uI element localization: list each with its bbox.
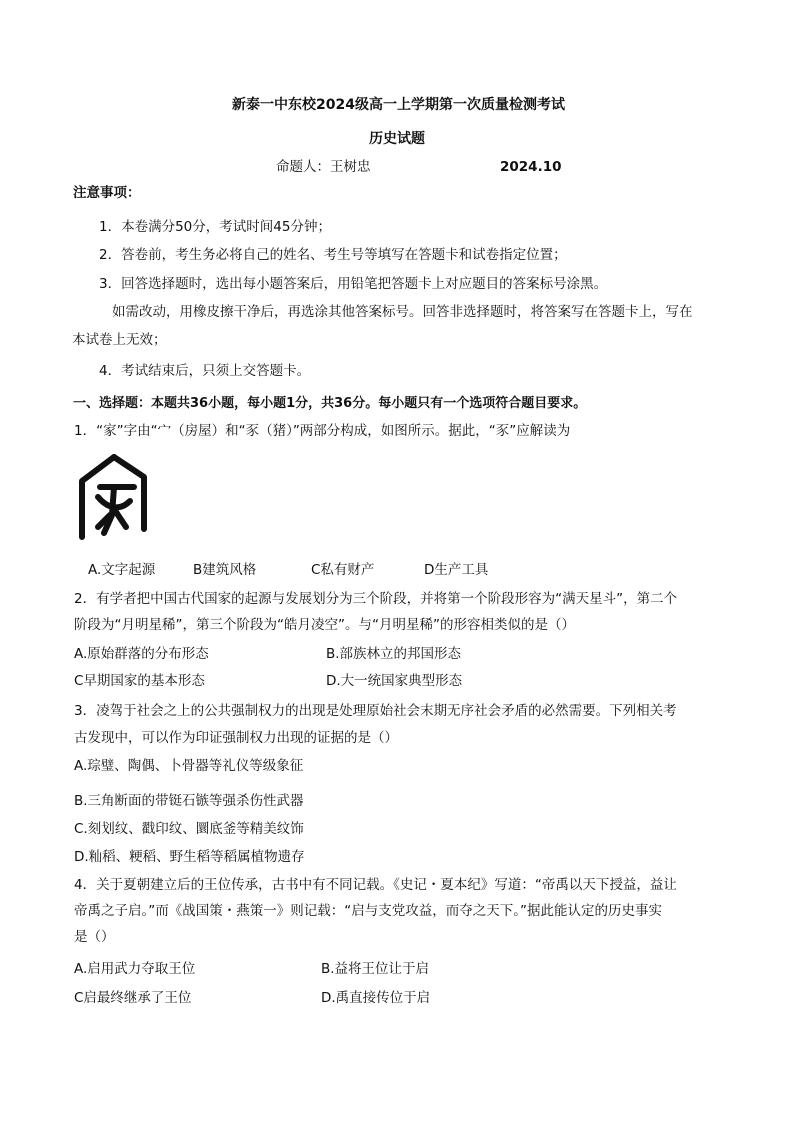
q1-option-d: D生产工具 [424,562,489,578]
q3-option-b: B.三角断面的带铤石镞等强杀伤性武器 [74,793,304,809]
subject-title: 历史试题 [369,131,425,147]
notes-item-1: 1．本卷满分50分，考试时间45分钟； [99,219,331,235]
notes-item-2: 2．答卷前，考生务必将自己的姓名、考生号等填写在答题卡和试卷指定位置； [99,247,567,263]
question-4-stem-1: 4．关于夏朝建立后的王位传承，古书中有不同记载。《史记・夏本纪》写道：“帝禹以天下授益，益让 [74,877,677,893]
q3-option-c: C.刻划纹、戳印纹、圜底釜等精美纹饰 [74,821,304,837]
question-3-stem-2: 古发现中，可以作为印证强制权力出现的证据的是（） [74,730,398,746]
notes-item-4: 4．考试结束后，只须上交答题卡。 [99,363,311,379]
q2-option-a: A.原始群落的分布形态 [74,646,209,662]
q4-option-d: D.禹直接传位于启 [321,990,431,1006]
q2-option-b: B.部族林立的邦国形态 [326,646,462,662]
notes-item-3a: 3．回答选择题时，选出每小题答案后，用铅笔把答题卡上对应题目的答案标号涂黑。 [99,276,608,292]
q1-option-b: B建筑风格 [193,562,257,578]
exam-date: 2024.10 [500,159,562,175]
q3-option-a: A.琮璧、陶偶、卜骨器等礼仪等级象征 [74,758,304,774]
exam-title: 新泰一中东校2024级高一上学期第一次质量检测考试 [232,97,565,113]
author-line: 命题人：王树忠 [276,159,371,175]
question-4-stem-3: 是（） [74,929,115,945]
section-heading: 一、选择题：本题共36小题，每小题1分，共36分。每小题只有一个选项符合题目要求。 [73,396,587,411]
q2-option-d: D.大一统国家典型形态 [326,673,463,689]
q1-option-c: C私有财产 [311,562,375,578]
notes-item-3b: 如需改动，用橡皮擦干净后，再选涂其他答案标号。回答非选择题时，将答案写在答题卡上，写在 [112,304,693,320]
question-1-stem: 1．“家”字由“宀（房屋）和“豕（猪）”两部分构成，如图所示。据此，“豕”应解读为 [74,423,571,439]
question-2-stem-1: 2．有学者把中国古代国家的起源与发展划分为三个阶段，并将第一个阶段形容为“满天星斗”，第二个 [74,591,678,607]
question-3-stem-1: 3．凌驾于社会之上的公共强制权力的出现是处理原始社会末期无序社会矛盾的必然需要。下列相关考 [74,703,677,719]
q3-option-d: D.籼稻、粳稻、野生稻等稻属植物遗存 [74,849,305,865]
question-4-stem-2: 帝禹之子启。”而《战国策・燕策一》则记载：“启与支党攻益，而夺之天下。”据此能认定的历史事实 [74,903,662,919]
question-2-stem-2: 阶段为“月明星稀”，第三个阶段为“皓月凌空”。与“月明星稀”的形容相类似的是（） [74,617,575,633]
q4-option-c: C启最终继承了王位 [74,990,192,1006]
q4-option-b: B.益将王位让于启 [321,961,430,977]
notes-heading: 注意事项： [73,185,141,201]
oracle-bone-jia-character-icon [74,453,154,545]
q4-option-a: A.启用武力夺取王位 [74,961,196,977]
q1-option-a: A.文字起源 [88,562,156,578]
notes-item-3c: 本试卷上无效； [72,332,167,348]
q2-option-c: C早期国家的基本形态 [74,673,205,689]
